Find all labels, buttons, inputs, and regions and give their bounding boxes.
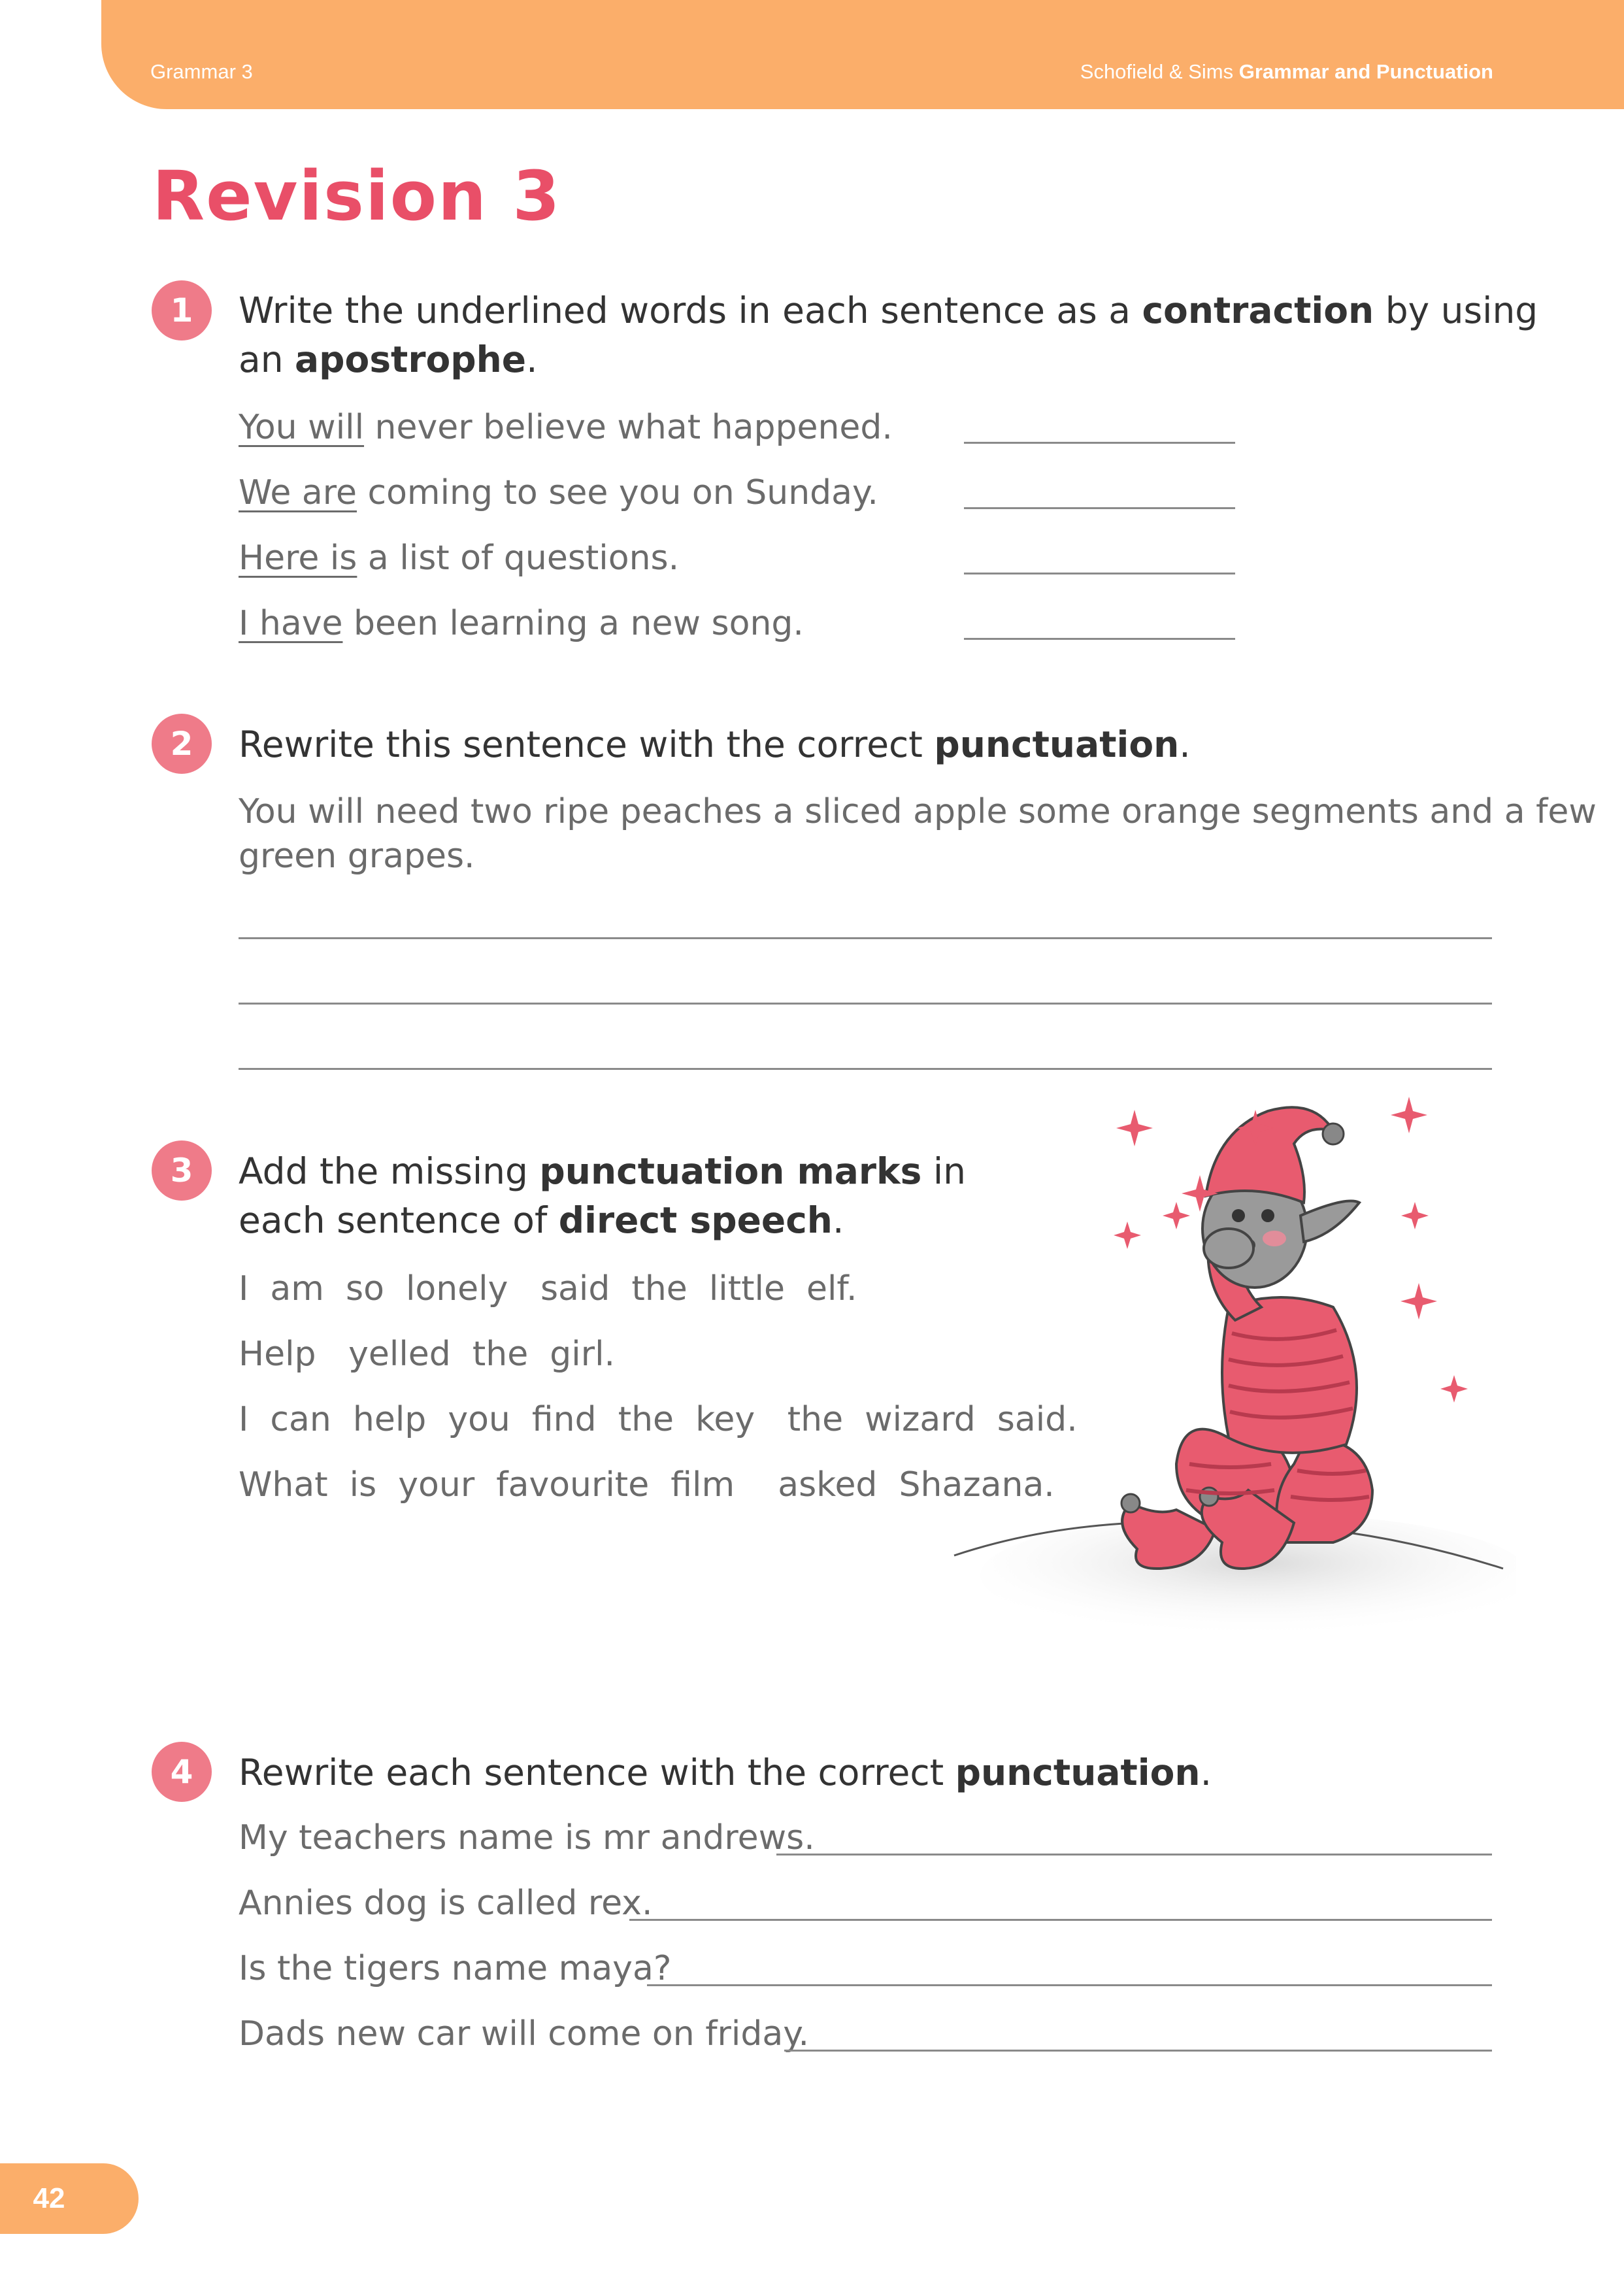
elf-hand bbox=[1204, 1229, 1253, 1268]
contraction-sentence: We are coming to see you on Sunday. bbox=[239, 473, 878, 512]
page-title: Revision 3 bbox=[152, 156, 561, 236]
answer-blank[interactable] bbox=[964, 507, 1235, 509]
rewrite-sentence: Is the tigers name maya? bbox=[239, 1949, 672, 1988]
direct-speech-sentence: Help yelled the girl. bbox=[239, 1335, 616, 1374]
answer-line[interactable] bbox=[776, 1854, 1492, 1855]
question-4-instruction: Rewrite each sentence with the correct punctuation. bbox=[239, 1752, 1212, 1793]
direct-speech-sentence: I can help you find the key the wizard said. bbox=[239, 1400, 1078, 1439]
question-number-badge: 4 bbox=[152, 1742, 212, 1802]
hat-bell bbox=[1323, 1123, 1344, 1144]
answer-line[interactable] bbox=[239, 1068, 1492, 1070]
elf-eye bbox=[1232, 1209, 1245, 1222]
question-1-instruction-line-2: an apostrophe. bbox=[239, 339, 538, 380]
question-3-instruction-line-2: each sentence of direct speech. bbox=[239, 1199, 844, 1241]
question-number-badge: 3 bbox=[152, 1140, 212, 1201]
header-series: Grammar and Punctuation bbox=[1238, 60, 1493, 83]
shoe-bell bbox=[1121, 1494, 1140, 1512]
question-number-badge: 1 bbox=[152, 280, 212, 341]
elf-cheek bbox=[1263, 1231, 1286, 1246]
punctuation-sentence-line-2: green grapes. bbox=[239, 837, 475, 876]
answer-line[interactable] bbox=[784, 2050, 1492, 2052]
question-3-instruction-line-1: Add the missing punctuation marks in bbox=[239, 1150, 966, 1192]
elf-ear bbox=[1301, 1201, 1359, 1242]
direct-speech-sentence: I am so lonely said the little elf. bbox=[239, 1269, 857, 1308]
elf-body bbox=[1222, 1297, 1357, 1453]
answer-blank[interactable] bbox=[964, 442, 1235, 444]
punctuation-sentence-line-1: You will need two ripe peaches a sliced apple some orange segments and a few bbox=[239, 792, 1597, 831]
answer-line[interactable] bbox=[647, 1984, 1492, 1986]
answer-line[interactable] bbox=[239, 1003, 1492, 1005]
elf-hat bbox=[1206, 1107, 1333, 1203]
direct-speech-sentence: What is your favourite film asked Shazana. bbox=[239, 1465, 1055, 1505]
rewrite-sentence: Dads new car will come on friday. bbox=[239, 2014, 810, 2054]
page-number: 42 bbox=[33, 2182, 65, 2214]
header-series-title bbox=[1080, 60, 1493, 84]
header-book-level: Grammar 3 bbox=[150, 60, 253, 83]
contraction-sentence: I have been learning a new song. bbox=[239, 604, 804, 643]
rewrite-sentence: Annies dog is called rex. bbox=[239, 1884, 653, 1923]
question-1-instruction-line-1: Write the underlined words in each sentence as a contraction by using bbox=[239, 290, 1538, 331]
question-2-instruction: Rewrite this sentence with the correct punctuation. bbox=[239, 724, 1191, 765]
elf-illustration bbox=[941, 1072, 1516, 1640]
answer-line[interactable] bbox=[629, 1919, 1492, 1921]
contraction-sentence: You will never believe what happened. bbox=[239, 408, 893, 447]
page-header bbox=[101, 0, 1624, 109]
header-publisher: Schofield & Sims bbox=[1080, 60, 1239, 83]
elf-eye bbox=[1261, 1209, 1274, 1222]
question-number-badge: 2 bbox=[152, 714, 212, 774]
rewrite-sentence: My teachers name is mr andrews. bbox=[239, 1818, 815, 1857]
contraction-sentence: Here is a list of questions. bbox=[239, 539, 680, 578]
answer-blank[interactable] bbox=[964, 638, 1235, 640]
answer-blank[interactable] bbox=[964, 573, 1235, 574]
answer-line[interactable] bbox=[239, 937, 1492, 939]
